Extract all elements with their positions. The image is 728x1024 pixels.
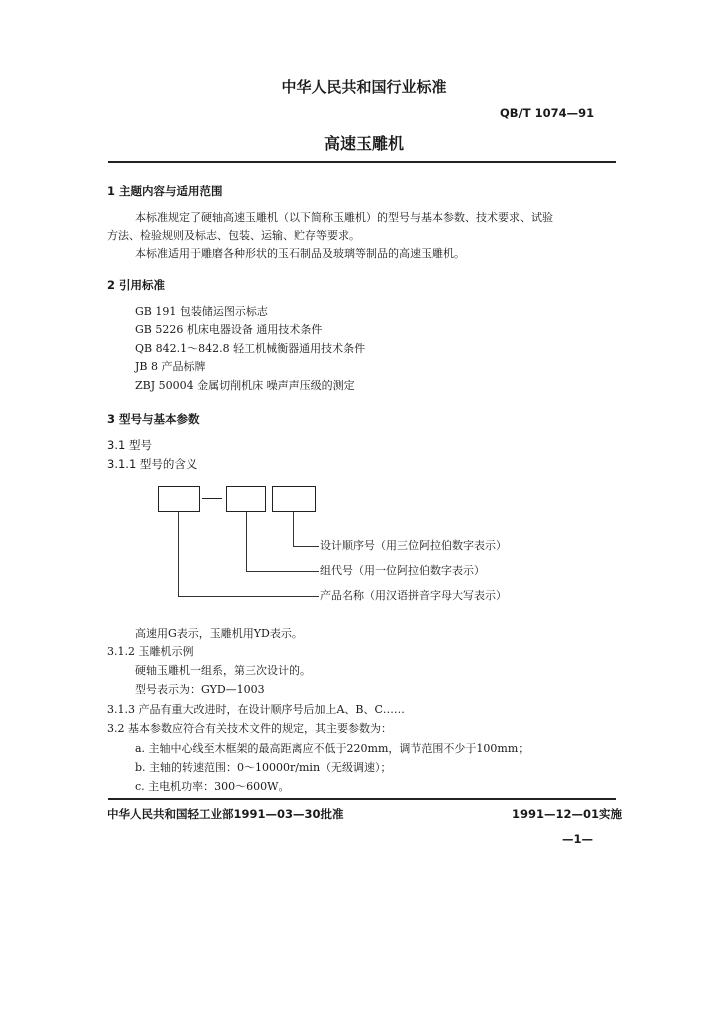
reference-item: QB 842.1～842.8 轻工机械衡器通用技术条件 <box>135 342 366 355</box>
example-line1: 硬轴玉雕机一组系，第三次设计的。 <box>135 664 311 677</box>
page-number: —1— <box>562 832 594 846</box>
section3-1-3: 3.1.3 产品有重大改进时，在设计顺序号后加上A、B、C…… <box>107 703 405 716</box>
org-title: 中华人民共和国行业标准 <box>281 78 447 96</box>
standard-number: QB/T 1074—91 <box>500 106 595 120</box>
section2-heading: 2 引用标准 <box>107 278 166 292</box>
section3-2: 3.2 基本参数应符合有关技术文件的规定，其主要参数为： <box>107 722 392 735</box>
label-design-seq: 设计顺序号（用三位阿拉伯数字表示） <box>320 539 507 552</box>
section1-heading: 1 主题内容与适用范围 <box>107 184 223 198</box>
implementation-date: 1991—12—01实施 <box>512 807 623 821</box>
leader-product-name <box>178 512 319 597</box>
section3-1-2-heading: 3.1.2 玉雕机示例 <box>107 645 194 658</box>
param-item: b. 主轴的转速范围：0～10000r/min（无级调速）； <box>135 761 392 774</box>
title-rule <box>108 161 616 163</box>
section3-1-heading: 3.1 型号 <box>107 438 152 452</box>
reference-item: GB 191 包装储运图示标志 <box>135 305 268 318</box>
param-item: a. 主轴中心线至木框架的最高距离应不低于220mm，调节范围不少于100mm； <box>135 742 530 755</box>
doc-title: 高速玉雕机 <box>323 134 404 153</box>
reference-item: GB 5226 机床电器设备 通用技术条件 <box>135 323 323 336</box>
group-code-box <box>226 486 266 512</box>
footer-rule <box>108 798 616 800</box>
section1-para1-line2: 方法、检验规则及标志、包装、运输、贮存等要求。 <box>107 229 360 242</box>
section1-para1-line1: 本标准规定了硬轴高速玉雕机（以下简称玉雕机）的型号与基本参数、技术要求、试验 <box>135 211 553 224</box>
dash-connector <box>202 498 222 499</box>
model-note: 高速用G表示，玉雕机用YD表示。 <box>135 627 303 640</box>
section1-para2: 本标准适用于雕磨各种形状的玉石制品及玻璃等制品的高速玉雕机。 <box>135 247 465 260</box>
reference-item: ZBJ 50004 金属切削机床 噪声声压级的测定 <box>135 379 355 392</box>
section3-heading: 3 型号与基本参数 <box>107 412 200 426</box>
reference-item: JB 8 产品标牌 <box>135 360 206 373</box>
label-product-name: 产品名称（用汉语拼音字母大写表示） <box>320 589 507 602</box>
approval-text: 中华人民共和国轻工业部1991—03—30批准 <box>107 807 344 821</box>
example-line2: 型号表示为：GYD—1003 <box>135 683 265 696</box>
product-name-box <box>158 486 200 512</box>
label-group-code: 组代号（用一位阿拉伯数字表示） <box>320 564 485 577</box>
design-seq-box <box>272 486 316 512</box>
param-item: c. 主电机功率：300～600W。 <box>135 780 290 793</box>
section3-1-1-heading: 3.1.1 型号的含义 <box>107 457 198 471</box>
